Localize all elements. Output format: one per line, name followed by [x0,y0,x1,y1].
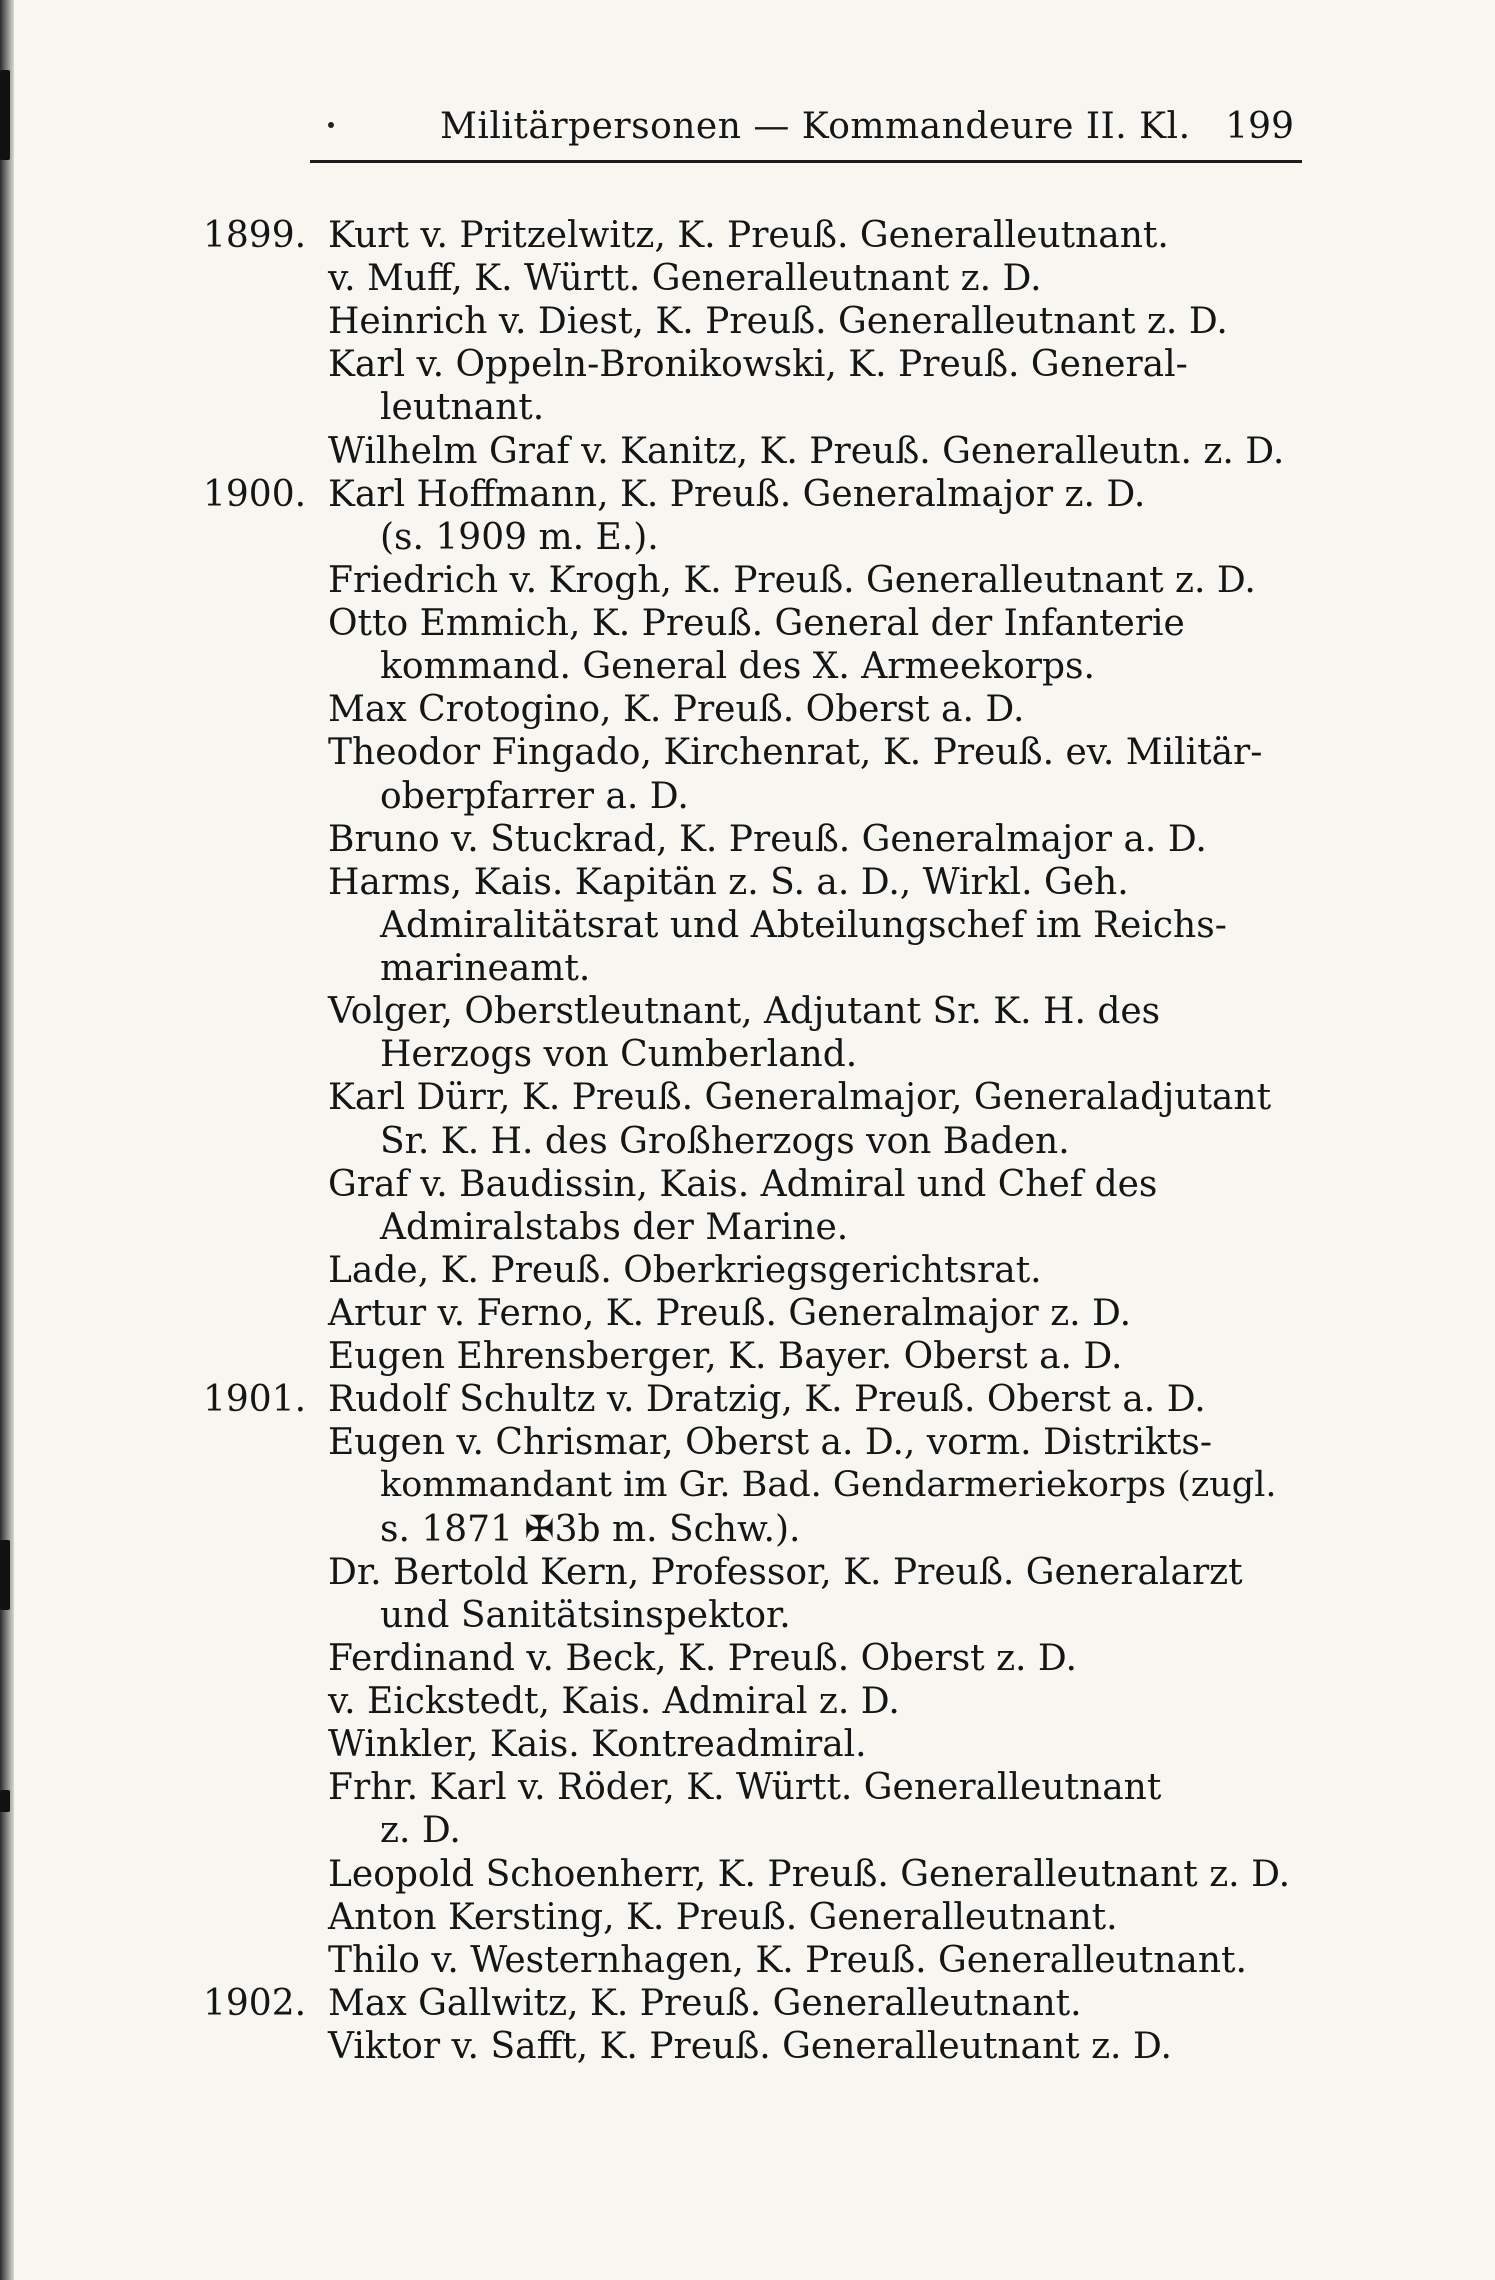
entry-continuation-line: kommand. General des X. Armeekorps. [380,646,1095,688]
entry-line: Wilhelm Graf v. Kanitz, K. Preuß. Generalleutn. z. D. [328,430,1285,472]
entry-line: Artur v. Ferno, K. Preuß. Generalmajor z. D. [328,1293,1132,1334]
entry-continuation-line: leutnant. [380,387,545,429]
entry-year: 1902. [203,1982,307,2024]
entry-line: Max Gallwitz, K. Preuß. Generalleutnant. [328,1982,1082,2024]
entry-line: Leopold Schoenherr, K. Preuß. Generalleutnant z. D. [328,1853,1291,1895]
entry-continuation-line: kommandant im Gr. Bad. Gendarmeriekorps (zugl. [380,1465,1277,1506]
entry-line: Winkler, Kais. Kontreadmiral. [328,1724,867,1766]
entry-line: Kurt v. Pritzelwitz, K. Preuß. Generalleutnant. [328,215,1169,256]
entry-continuation-line: z. D. [380,1810,461,1852]
entry-continuation-line: (s. 1909 m. E.). [380,516,659,558]
entry-line: v. Eickstedt, Kais. Admiral z. D. [328,1681,900,1723]
entry-continuation-line: marineamt. [380,948,591,990]
entry-year: 1901. [203,1379,307,1421]
entry-line: Eugen v. Chrismar, Oberst a. D., vorm. Distrikts- [328,1422,1212,1464]
entry-line: Karl Hoffmann, K. Preuß. Generalmajor z. D. [328,473,1146,515]
entry-line: Friedrich v. Krogh, K. Preuß. Generalleutnant z. D. [328,559,1256,601]
entry-line: Max Crotogino, K. Preuß. Oberst a. D. [328,689,1025,731]
entry-year: 1900. [203,473,307,515]
entry-continuation-line: Herzogs von Cumberland. [380,1034,858,1076]
entry-line: Ferdinand v. Beck, K. Preuß. Oberst z. D. [328,1637,1077,1679]
entry-line: Harms, Kais. Kapitän z. S. a. D., Wirkl. Geh. [328,861,1129,903]
entry-line: Dr. Bertold Kern, Professor, K. Preuß. Generalarzt [328,1551,1243,1593]
entry-line: Volger, Oberstleutnant, Adjutant Sr. K. H. des [328,991,1161,1033]
entry-line: Lade, K. Preuß. Oberkriegsgerichtsrat. [328,1249,1042,1291]
entry-line: Otto Emmich, K. Preuß. General der Infanterie [328,603,1185,645]
entry-continuation-line: Admiralstabs der Marine. [380,1206,849,1248]
entry-line: Viktor v. Safft, K. Preuß. Generalleutnant z. D. [328,2026,1172,2068]
entry-continuation-line: Sr. K. H. des Großherzogs von Baden. [380,1120,1070,1162]
entry-line: Heinrich v. Diest, K. Preuß. Generalleutnant z. D. [328,301,1228,343]
entry-line: Anton Kersting, K. Preuß. Generalleutnant. [328,1896,1118,1938]
entry-line: Theodor Fingado, Kirchenrat, K. Preuß. ev. Militär- [328,732,1263,774]
entry-continuation-line: oberpfarrer a. D. [380,775,689,817]
entry-continuation-line: s. 1871 ✠3b m. Schw.). [380,1508,801,1550]
entry-line: Frhr. Karl v. Röder, K. Württ. Generalleutnant [328,1767,1162,1809]
header-title: Militärpersonen — Kommandeure II. Kl. [440,106,1191,147]
entry-line: Karl v. Oppeln-Bronikowski, K. Preuß. General- [328,344,1188,386]
page-number: 199 [1225,106,1294,147]
entry-continuation-line: und Sanitätsinspektor. [380,1594,791,1636]
entry-line: Karl Dürr, K. Preuß. Generalmajor, Generaladjutant [328,1077,1272,1119]
entry-line: Thilo v. Westernhagen, K. Preuß. Generalleutnant. [328,1939,1247,1981]
entry-year: 1899. [203,215,307,256]
entry-continuation-line: Admiralitätsrat und Abteilungschef im Reichs- [380,904,1227,946]
entry-line: Eugen Ehrensberger, K. Bayer. Oberst a. D. [328,1336,1123,1378]
entry-line: v. Muff, K. Württ. Generalleutnant z. D. [328,258,1042,300]
entry-line: Bruno v. Stuckrad, K. Preuß. Generalmajor a. D. [328,818,1207,860]
entry-line: Rudolf Schultz v. Dratzig, K. Preuß. Oberst a. D. [328,1379,1206,1421]
entry-line: Graf v. Baudissin, Kais. Admiral und Chef des [328,1163,1158,1205]
